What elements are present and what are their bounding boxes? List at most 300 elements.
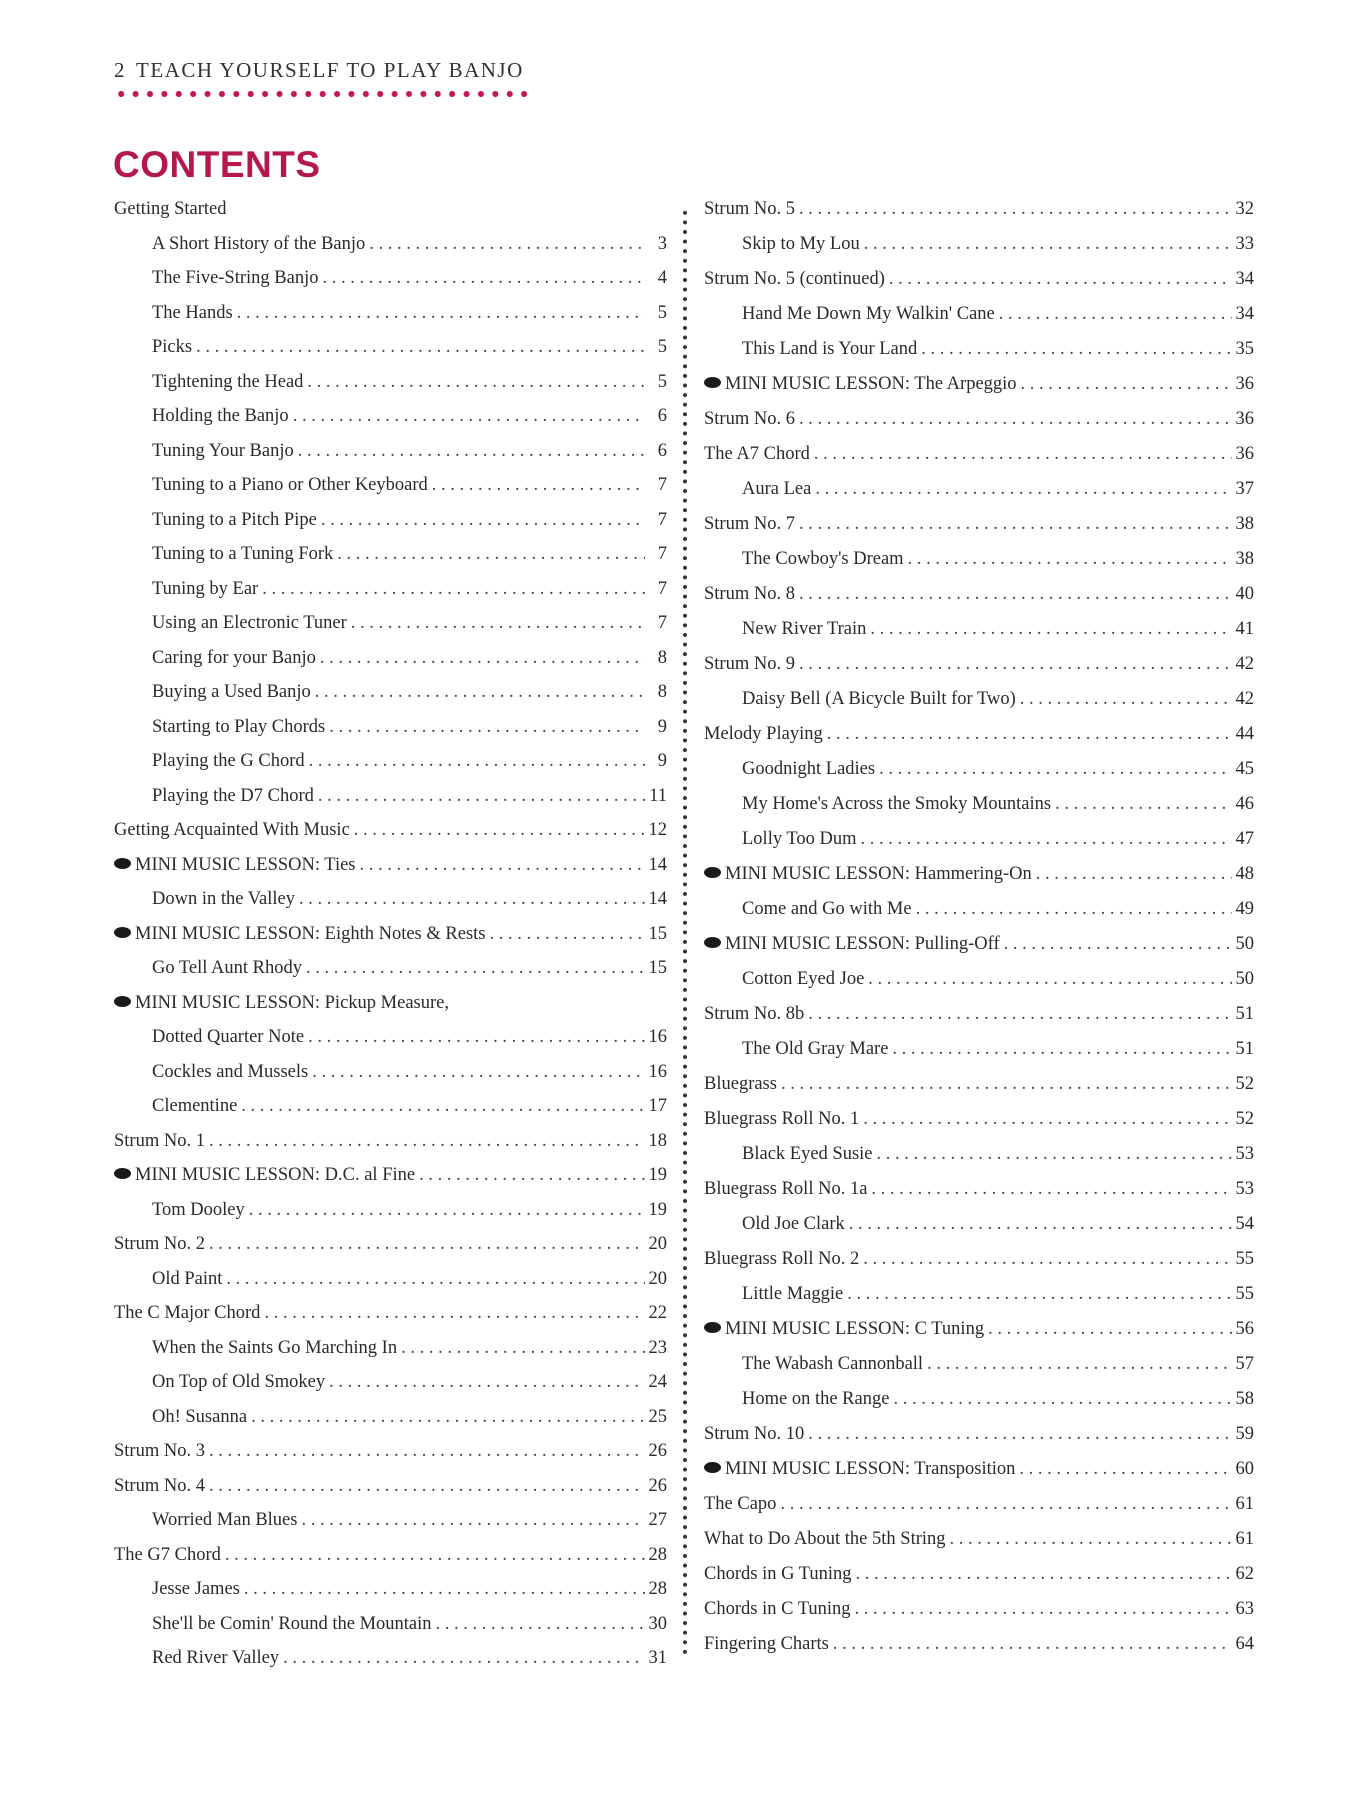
toc-entry-label (704, 514, 795, 535)
toc-entry[interactable] (704, 1634, 1254, 1669)
toc-page-number: 9 (657, 716, 667, 737)
toc-entry[interactable] (114, 1510, 667, 1545)
contents-left-column (114, 199, 667, 1683)
dot-leader (419, 1165, 644, 1186)
toc-entry[interactable] (704, 1284, 1254, 1319)
toc-page-number: 7 (657, 544, 667, 564)
toc-entry[interactable] (114, 268, 667, 303)
toc-entry-label (742, 479, 811, 500)
dot-leader (814, 444, 1232, 465)
toc-page-number: 40 (1235, 584, 1254, 604)
bullet-icon (114, 1168, 131, 1179)
toc-entry-label (152, 579, 258, 600)
toc-entry-text: On Top of Old Smokey (152, 1372, 326, 1392)
toc-entry-label (152, 1579, 240, 1600)
toc-entry[interactable] (704, 899, 1254, 934)
toc-entry-text: The Wabash Cannonball (742, 1354, 924, 1374)
toc-page-number: 42 (1235, 689, 1254, 709)
toc-entry-text: Melody Playing (704, 724, 823, 744)
toc-entry[interactable] (704, 619, 1254, 654)
toc-entry[interactable] (704, 759, 1254, 794)
toc-entry-text: MINI MUSIC LESSON: Transposition (725, 1459, 1016, 1479)
toc-entry[interactable] (114, 958, 667, 993)
toc-entry[interactable] (704, 689, 1254, 724)
toc-page-number: 62 (1235, 1564, 1254, 1584)
toc-page-number: 51 (1235, 1039, 1254, 1059)
toc-entry[interactable] (704, 1599, 1254, 1634)
dot-leader (315, 682, 645, 703)
toc-entry-label (152, 1338, 397, 1359)
toc-entry-text: MINI MUSIC LESSON: Pulling-Off (725, 934, 1000, 954)
toc-entry[interactable] (704, 1494, 1254, 1529)
toc-entry-text: Go Tell Aunt Rhody (152, 958, 302, 978)
toc-page-number: 32 (1235, 199, 1254, 219)
toc-entry[interactable] (114, 786, 667, 821)
dot-leader (799, 584, 1232, 605)
toc-entry-text: Oh! Susanna (152, 1406, 248, 1427)
dot-leader (1021, 374, 1232, 395)
dot-leader (337, 544, 645, 565)
toc-entry[interactable] (704, 1214, 1254, 1249)
toc-entry-text: Skip to My Lou (742, 234, 860, 254)
toc-entry-text: Starting to Play Chords (152, 716, 326, 737)
toc-entry-text: A Short History of the Banjo (152, 233, 366, 254)
toc-page-number: 38 (1235, 514, 1254, 534)
dot-leader (868, 969, 1231, 990)
toc-entry-text: My Home's Across the Smoky Mountains (742, 794, 1052, 814)
toc-entry-text: Strum No. 5 (704, 199, 795, 219)
toc-entry[interactable] (704, 514, 1254, 549)
toc-entry[interactable] (704, 409, 1254, 444)
toc-page-number: 38 (1235, 549, 1254, 569)
toc-entry-label (152, 717, 325, 738)
toc-entry-label (114, 1476, 205, 1497)
toc-entry-label (152, 613, 347, 634)
toc-page-number: 51 (1235, 1004, 1254, 1024)
toc-page-number: 8 (657, 682, 667, 702)
dot-leader (889, 269, 1232, 290)
toc-entry[interactable] (704, 584, 1254, 619)
toc-entry-text: Cockles and Mussels (152, 1061, 309, 1082)
toc-page-number: 17 (648, 1096, 667, 1116)
toc-page-number: 36 (1235, 374, 1254, 394)
toc-entry-text: Strum No. 9 (704, 654, 795, 674)
toc-entry-text: Down in the Valley (152, 889, 296, 909)
toc-entry[interactable] (114, 613, 667, 648)
running-header (114, 58, 524, 83)
toc-page-number: 55 (1235, 1284, 1254, 1304)
toc-page-number: 11 (649, 785, 667, 806)
dot-leader (244, 1579, 645, 1600)
toc-entry[interactable] (114, 1338, 667, 1373)
toc-entry-label (114, 1441, 205, 1462)
toc-entry-label (704, 584, 795, 605)
toc-entry[interactable] (114, 1096, 667, 1131)
dot-leader (432, 475, 645, 496)
toc-entry-label (742, 619, 866, 640)
dot-leader (209, 1234, 645, 1255)
toc-entry[interactable] (704, 1354, 1254, 1389)
dot-leader (921, 339, 1231, 360)
toc-entry[interactable] (704, 1179, 1254, 1214)
toc-entry-text: The Hands (152, 302, 233, 323)
toc-entry-label (704, 444, 810, 465)
toc-entry-label (704, 934, 1000, 955)
toc-entry-text: When the Saints Go Marching In (152, 1337, 398, 1358)
dot-leader (320, 648, 645, 669)
page-number: 2 (114, 58, 126, 82)
toc-entry-label (152, 1200, 245, 1221)
toc-entry-text: Strum No. 2 (114, 1234, 205, 1254)
toc-entry-text: Come and Go with Me (742, 899, 912, 919)
dot-leader (298, 441, 645, 462)
toc-entry[interactable] (114, 1200, 667, 1235)
toc-entry-text: Jesse James (152, 1579, 240, 1599)
dot-leader (815, 479, 1231, 500)
toc-page-number: 52 (1235, 1109, 1254, 1129)
dot-leader (322, 268, 645, 289)
toc-entry[interactable] (704, 829, 1254, 864)
toc-entry-text: Worried Man Blues (152, 1510, 298, 1530)
toc-entry[interactable] (704, 234, 1254, 269)
toc-page-number: 6 (657, 440, 667, 461)
toc-page-number: 14 (648, 854, 667, 875)
toc-entry[interactable] (114, 1131, 667, 1166)
toc-page-number: 14 (648, 889, 667, 909)
toc-entry[interactable] (704, 304, 1254, 339)
toc-entry[interactable] (114, 441, 667, 476)
toc-entry[interactable] (704, 374, 1254, 409)
toc-entry-text: Tuning to a Piano or Other Keyboard (152, 475, 428, 495)
toc-page-number: 18 (648, 1130, 667, 1151)
dot-leader (301, 1510, 644, 1531)
toc-entry[interactable] (114, 1648, 667, 1683)
toc-entry-label (742, 339, 917, 360)
toc-entry[interactable] (114, 234, 667, 269)
toc-entry-label (152, 648, 316, 669)
toc-page-number: 34 (1235, 304, 1254, 324)
dot-leader (799, 514, 1232, 535)
toc-entry-label (704, 1004, 804, 1025)
toc-entry[interactable] (704, 1459, 1254, 1494)
dot-leader (226, 1269, 644, 1290)
toc-entry-text: Strum No. 8 (704, 584, 795, 604)
dot-leader (863, 1249, 1231, 1270)
toc-entry[interactable] (704, 1529, 1254, 1564)
toc-entry[interactable] (114, 717, 667, 752)
toc-entry[interactable] (114, 1372, 667, 1407)
toc-entry-label (152, 751, 305, 772)
toc-page-number: 55 (1235, 1249, 1254, 1269)
toc-entry[interactable] (704, 934, 1254, 969)
toc-entry[interactable] (704, 444, 1254, 479)
toc-entry-label (152, 406, 289, 427)
toc-entry-text: Tuning to a Pitch Pipe (152, 509, 317, 530)
toc-entry[interactable] (704, 1039, 1254, 1074)
toc-page-number: 15 (648, 923, 667, 944)
toc-entry[interactable] (114, 1062, 667, 1097)
toc-entry[interactable] (704, 1249, 1254, 1284)
toc-entry[interactable] (704, 269, 1254, 304)
toc-entry-label (152, 1062, 308, 1083)
toc-entry-text: MINI MUSIC LESSON: Ties (135, 854, 356, 875)
dot-leader (1055, 794, 1231, 815)
toc-entry[interactable] (114, 337, 667, 372)
toc-entry[interactable] (704, 1319, 1254, 1354)
bullet-icon (704, 1462, 721, 1473)
dotted-rule (114, 90, 534, 98)
toc-page-number: 6 (657, 406, 667, 426)
toc-entry[interactable] (704, 724, 1254, 759)
dot-leader (251, 1407, 644, 1428)
toc-entry[interactable] (114, 372, 667, 407)
toc-entry[interactable] (114, 1269, 667, 1304)
dot-leader (892, 1039, 1231, 1060)
toc-page-number: 28 (648, 1544, 667, 1565)
dot-leader (871, 1179, 1231, 1200)
toc-entry[interactable] (114, 993, 667, 1028)
toc-page-number: 42 (1235, 654, 1254, 674)
toc-entry-text: What to Do About the 5th String (704, 1529, 946, 1549)
dot-leader (401, 1338, 644, 1359)
toc-entry[interactable] (114, 510, 667, 545)
dot-leader (209, 1131, 645, 1152)
toc-entry[interactable] (704, 339, 1254, 374)
toc-entry-label (742, 899, 912, 920)
toc-entry-text: Black Eyed Susie (742, 1144, 873, 1164)
toc-entry-text: Strum No. 6 (704, 409, 795, 429)
toc-page-number: 53 (1235, 1144, 1254, 1164)
dot-leader (307, 372, 645, 393)
toc-page-number: 50 (1235, 969, 1254, 989)
toc-entry-text: The C Major Chord (114, 1303, 261, 1323)
toc-entry-label (742, 1214, 845, 1235)
dot-leader (308, 1027, 644, 1048)
toc-page-number: 5 (657, 302, 667, 323)
toc-page-number: 52 (1235, 1074, 1254, 1094)
toc-entry-label (704, 1109, 859, 1130)
toc-entry[interactable] (114, 303, 667, 338)
toc-entry-text: Getting Acquainted With Music (114, 820, 350, 840)
toc-entry[interactable] (114, 1441, 667, 1476)
toc-entry-text: MINI MUSIC LESSON: D.C. al Fine (135, 1165, 416, 1185)
dot-leader (877, 1144, 1232, 1165)
toc-entry[interactable] (114, 1234, 667, 1269)
toc-entry[interactable] (114, 1579, 667, 1614)
toc-entry-label (742, 1039, 888, 1060)
toc-entry[interactable] (704, 1564, 1254, 1599)
dot-leader (908, 549, 1232, 570)
toc-page-number: 36 (1235, 444, 1254, 464)
toc-entry-text: Strum No. 8b (704, 1004, 805, 1024)
toc-entry[interactable] (114, 1476, 667, 1511)
toc-entry-text: Tightening the Head (152, 371, 304, 392)
toc-entry-text: Little Maggie (742, 1284, 844, 1304)
dot-leader (808, 1424, 1231, 1445)
toc-entry-label (704, 864, 1032, 885)
toc-page-number: 22 (648, 1303, 667, 1323)
toc-entry-text: The Old Gray Mare (742, 1039, 889, 1059)
toc-entry[interactable] (114, 199, 667, 234)
toc-entry-label (114, 1545, 221, 1566)
toc-entry-text: Using an Electronic Tuner (152, 613, 347, 633)
toc-entry-text: Old Paint (152, 1268, 223, 1289)
toc-entry-label (742, 969, 864, 990)
toc-entry-label (152, 1407, 247, 1428)
toc-entry-text: Holding the Banjo (152, 406, 289, 426)
toc-entry[interactable] (704, 864, 1254, 899)
toc-page-number: 44 (1235, 724, 1254, 744)
dot-leader (354, 820, 645, 841)
toc-entry[interactable] (704, 1424, 1254, 1459)
toc-entry-label (704, 1599, 851, 1620)
toc-page-number: 19 (648, 1165, 667, 1185)
toc-entry-label (152, 234, 365, 255)
dot-leader (833, 1634, 1232, 1655)
dot-leader (799, 654, 1232, 675)
toc-entry-text: MINI MUSIC LESSON: Hammering-On (725, 864, 1032, 884)
toc-entry[interactable] (114, 1545, 667, 1580)
bullet-icon (704, 867, 721, 878)
toc-entry[interactable] (704, 199, 1254, 234)
toc-entry-label (742, 1389, 889, 1410)
toc-entry-text: The Cowboy's Dream (742, 549, 904, 569)
toc-entry-label (704, 1249, 859, 1270)
toc-entry-text: Playing the D7 Chord (152, 785, 314, 806)
toc-entry-label (114, 924, 486, 945)
dot-leader (262, 579, 645, 600)
toc-entry[interactable] (114, 855, 667, 890)
dot-leader (329, 1372, 644, 1393)
dot-leader (847, 1284, 1231, 1305)
dot-leader (855, 1599, 1232, 1620)
toc-entry[interactable] (704, 1109, 1254, 1144)
toc-entry[interactable] (704, 1004, 1254, 1039)
toc-entry-label (742, 549, 904, 570)
toc-entry-text: Bluegrass (704, 1074, 777, 1094)
toc-entry[interactable] (704, 1144, 1254, 1179)
toc-page-number: 25 (648, 1406, 667, 1427)
dot-leader (209, 1441, 645, 1462)
toc-entry-label (742, 829, 857, 850)
toc-page-number: 31 (648, 1648, 667, 1668)
toc-entry-label (152, 544, 333, 565)
toc-entry[interactable] (114, 544, 667, 579)
bullet-icon (114, 996, 131, 1007)
toc-entry[interactable] (704, 1389, 1254, 1424)
dot-leader (264, 1303, 644, 1324)
toc-entry[interactable] (704, 654, 1254, 689)
toc-entry[interactable] (114, 889, 667, 924)
toc-page-number: 7 (657, 613, 667, 633)
toc-entry[interactable] (114, 1303, 667, 1338)
toc-entry[interactable] (114, 1165, 667, 1200)
toc-entry-text: Bluegrass Roll No. 1 (704, 1109, 860, 1129)
toc-entry-text: Lolly Too Dum (742, 829, 857, 849)
toc-page-number: 15 (648, 958, 667, 978)
toc-entry-label (742, 1144, 873, 1165)
toc-entry[interactable] (704, 1074, 1254, 1109)
toc-entry-text: Cotton Eyed Joe (742, 969, 865, 989)
toc-page-number: 64 (1235, 1634, 1254, 1654)
toc-entry-label (152, 303, 233, 324)
toc-page-number: 34 (1235, 269, 1254, 289)
toc-entry[interactable] (114, 1027, 667, 1062)
toc-entry[interactable] (114, 682, 667, 717)
toc-entry-label (152, 1648, 279, 1669)
toc-page-number: 9 (657, 751, 667, 771)
bullet-icon (704, 1322, 721, 1333)
toc-page-number: 41 (1235, 619, 1254, 639)
toc-entry-text: She'll be Comin' Round the Mountain (152, 1613, 432, 1634)
toc-entry-label (704, 724, 823, 745)
toc-entry-text: Hand Me Down My Walkin' Cane (742, 304, 995, 324)
toc-page-number: 24 (648, 1372, 667, 1392)
toc-entry[interactable] (114, 475, 667, 510)
toc-entry[interactable] (114, 1407, 667, 1442)
toc-entry[interactable] (704, 969, 1254, 1004)
dot-leader (893, 1389, 1231, 1410)
toc-page-number: 63 (1235, 1599, 1254, 1619)
toc-entry-label (152, 1372, 325, 1393)
toc-entry-text: Chords in G Tuning (704, 1564, 852, 1584)
toc-entry-label (704, 374, 1017, 395)
toc-entry[interactable] (114, 751, 667, 786)
toc-page-number: 20 (648, 1268, 667, 1289)
toc-entry-text: Dotted Quarter Note (152, 1027, 305, 1047)
toc-entry[interactable] (704, 479, 1254, 514)
toc-entry-text: MINI MUSIC LESSON: Pickup Measure, (135, 992, 449, 1013)
toc-entry-text: MINI MUSIC LESSON: C Tuning (725, 1319, 985, 1339)
toc-entry[interactable] (114, 820, 667, 855)
toc-page-number: 56 (1235, 1319, 1254, 1339)
toc-entry[interactable] (114, 648, 667, 683)
bullet-icon (114, 858, 131, 869)
toc-entry[interactable] (114, 406, 667, 441)
toc-entry-text: Bluegrass Roll No. 2 (704, 1249, 860, 1269)
dot-leader (780, 1494, 1231, 1515)
dot-leader (950, 1529, 1232, 1550)
toc-page-number: 53 (1235, 1179, 1254, 1199)
toc-entry-label (114, 993, 449, 1014)
toc-page-number: 57 (1235, 1354, 1254, 1374)
toc-entry-label (704, 1564, 852, 1585)
toc-entry[interactable] (114, 579, 667, 614)
dot-leader (799, 199, 1232, 220)
toc-page-number: 7 (657, 509, 667, 530)
toc-page-number: 35 (1235, 339, 1254, 359)
toc-page-number: 54 (1235, 1214, 1254, 1234)
toc-entry-text: New River Train (742, 619, 867, 639)
toc-entry-text: Getting Started (114, 199, 227, 219)
toc-entry-label (114, 1303, 260, 1324)
dot-leader (436, 1614, 645, 1635)
toc-entry[interactable] (114, 1614, 667, 1649)
toc-entry-text: Daisy Bell (A Bicycle Built for Two) (742, 689, 1016, 709)
toc-entry-text: Old Joe Clark (742, 1214, 845, 1234)
dot-leader (849, 1214, 1232, 1235)
dot-leader (321, 510, 645, 531)
dot-leader (799, 409, 1232, 430)
toc-entry[interactable] (704, 794, 1254, 829)
book-title: TEACH YOURSELF TO PLAY BANJO (136, 58, 524, 82)
toc-entry-label (114, 199, 227, 220)
toc-entry-label (152, 337, 192, 358)
toc-entry[interactable] (704, 549, 1254, 584)
dot-leader (879, 759, 1231, 780)
toc-entry-label (152, 958, 302, 979)
toc-entry[interactable] (114, 924, 667, 959)
